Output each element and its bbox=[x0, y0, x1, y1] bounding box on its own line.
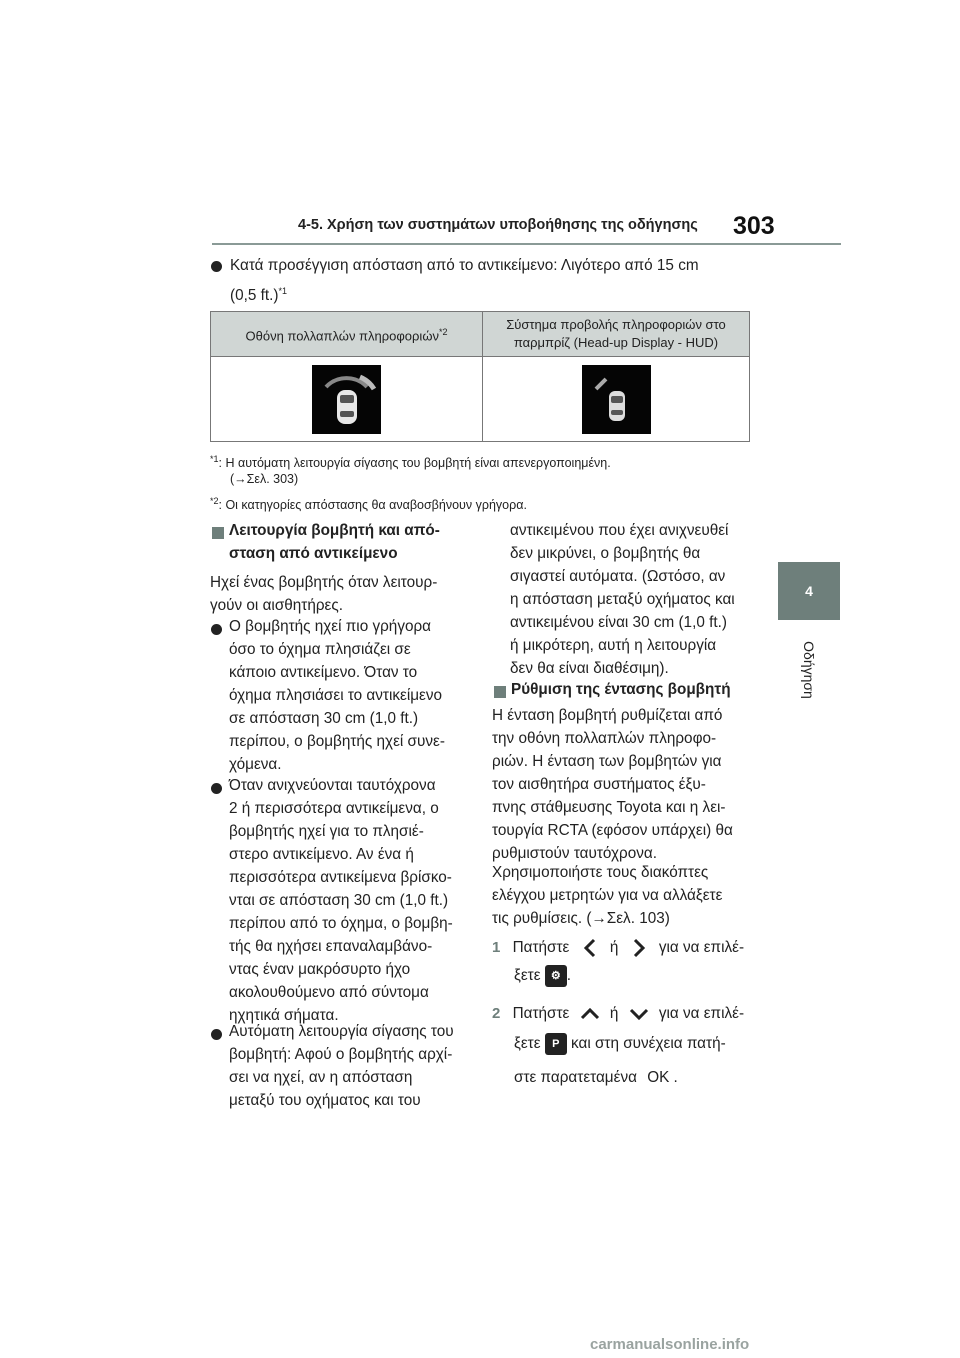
table-cell-hud-image bbox=[483, 357, 750, 442]
table-header-mid: Οθόνη πολλαπλών πληροφοριών$^{*2}$ bbox=[211, 312, 483, 357]
car-sensor-icon bbox=[582, 365, 651, 434]
page-number: 303 bbox=[733, 212, 775, 240]
bullet-3-continued: αντικειμένου που έχει ανιχνευθεί δεν μικρύνει, ο βομβητής θα σιγαστεί αυτόματα. (Ωστόσο, αν η απόσταση μεταξύ οχήματος και αντικειμένου είναι 30 cm (1,0 ft.) ή μικρότερη, αυτή η λειτουργία δεν θα είναι διαθέσιμη). bbox=[510, 522, 735, 677]
step-2-cont2: στε παρατεταμένα OK . bbox=[514, 1069, 678, 1086]
car-sensor-icon bbox=[312, 365, 381, 434]
bullet-3: Αυτόματη λειτουργία σίγασης του βομβητή: Αφού ο βομβητής αρχί- σει να ηχεί, αν η απόσταση μεταξύ του οχήματος και του bbox=[229, 1023, 454, 1109]
step-2-cont: ξετε P και στη συνέχεια πατή- bbox=[514, 1032, 726, 1055]
bullet-dot bbox=[211, 1027, 222, 1045]
step-1-cont: ξετε ⚙ . bbox=[514, 964, 571, 987]
footnote-2: $^{*2}$: Οι κατηγορίες απόστασης θα αναβοσβήνουν γρήγορα. bbox=[210, 496, 527, 513]
heading-volume: Ρύθμιση της έντασης βομβητή bbox=[511, 681, 731, 698]
section-marker bbox=[212, 526, 224, 544]
intro-bullet-line1: Κατά προσέγγιση απόσταση από το αντικείμενο: Λιγότερο από 15 cm bbox=[230, 257, 699, 274]
volume-para: Η ένταση βομβητή ρυθμίζεται από την οθόνη πολλαπλών πληροφο- ριών. Η ένταση των βομβητών για τον αισθητήρα συστήματος έξυ- πνης στάθμευσης Toyota και η λει- τουργία RCTA (εφόσον υπάρχει) θα ρυθμιστούν ταυτόχρονα. bbox=[492, 707, 733, 862]
intro-bullet-dot bbox=[211, 259, 222, 277]
display-table bbox=[210, 311, 750, 442]
table-header-hud: Σύστημα προβολής πληροφοριών στο παρμπρίζ (Head-up Display - HUD) bbox=[483, 312, 750, 357]
chapter-label: Οδήγηση bbox=[801, 641, 817, 699]
down-arrow-icon[interactable] bbox=[629, 1007, 649, 1021]
bullet-dot bbox=[211, 622, 222, 640]
watermark: carmanualsonline.info bbox=[590, 1336, 750, 1353]
step-2: 2 Πατήστε ή για να επιλέ- bbox=[492, 1005, 745, 1022]
intro-bullet-line2: (0,5 ft.)$^{*1}$ bbox=[230, 286, 287, 305]
footnote-1-ref[interactable]: (→Σελ. 303) bbox=[230, 472, 299, 486]
up-arrow-icon[interactable] bbox=[580, 1007, 600, 1021]
section-marker bbox=[494, 685, 506, 703]
parking-sensor-icon[interactable]: P bbox=[545, 1033, 567, 1055]
bullet-1: Ο βομβητής ηχεί πιο γρήγορα όσο το όχημα πλησιάζει σε κάποιο αντικείμενο. Όταν το όχημα πλησιάσει το αντικείμενο σε απόσταση 30 cm (1,0 ft.) περίπου, ο βομβητής ηχεί συνε- χόμενα. bbox=[229, 618, 445, 773]
mid-sensor-screen bbox=[312, 365, 381, 434]
gear-icon[interactable]: ⚙ bbox=[545, 965, 567, 987]
bullet-dot bbox=[211, 781, 222, 799]
step-1: 1 Πατήστε ή για να επιλέ- bbox=[492, 939, 745, 956]
heading-buzzer: Λειτουργία βομβητή και από- σταση από αντικείμενο bbox=[229, 522, 440, 562]
table-cell-mid-image bbox=[211, 357, 483, 442]
ok-button[interactable]: OK bbox=[647, 1069, 670, 1086]
step-number: 1 bbox=[492, 939, 501, 956]
left-arrow-icon[interactable] bbox=[582, 938, 598, 958]
section-title: 4-5. Χρήση των συστημάτων υποβοήθησης της οδήγησης bbox=[298, 217, 698, 233]
bullet-2: Όταν ανιχνεύονται ταυτόχρονα 2 ή περισσότερα αντικείμενα, ο βομβητής ηχεί για το πλησιέ- στερο αντικείμενο. Αν ένα ή περισσότερα αντικείμενα βρίσκο- νται σε απόσταση 30 cm (1,0 ft.) περίπου από το όχημα, ο βομβη- τής θα ηχήσει επαναλαμβάνο- ντας έναν μακρόσυρτο ήχο ακολουθούμενο από σύντομα ηχητικά σήματα. bbox=[229, 777, 453, 1024]
hud-sensor-screen bbox=[582, 365, 651, 434]
right-arrow-icon[interactable] bbox=[631, 938, 647, 958]
step-number: 2 bbox=[492, 1005, 501, 1022]
switches-para: Χρησιμοποιήστε τους διακόπτες ελέγχου μετρητών για να αλλάξετε τις ρυθμίσεις. (→Σελ. 103) bbox=[492, 864, 723, 927]
header-divider bbox=[212, 243, 841, 245]
buzzer-para: Ηχεί ένας βομβητής όταν λειτουρ- γούν οι αισθητήρες. bbox=[210, 574, 438, 614]
chapter-tab[interactable]: 4 bbox=[778, 562, 840, 620]
footnote-1: $^{*1}$: Η αυτόματη λειτουργία σίγασης του βομβητή είναι απενεργοποιημένη. bbox=[210, 454, 611, 471]
